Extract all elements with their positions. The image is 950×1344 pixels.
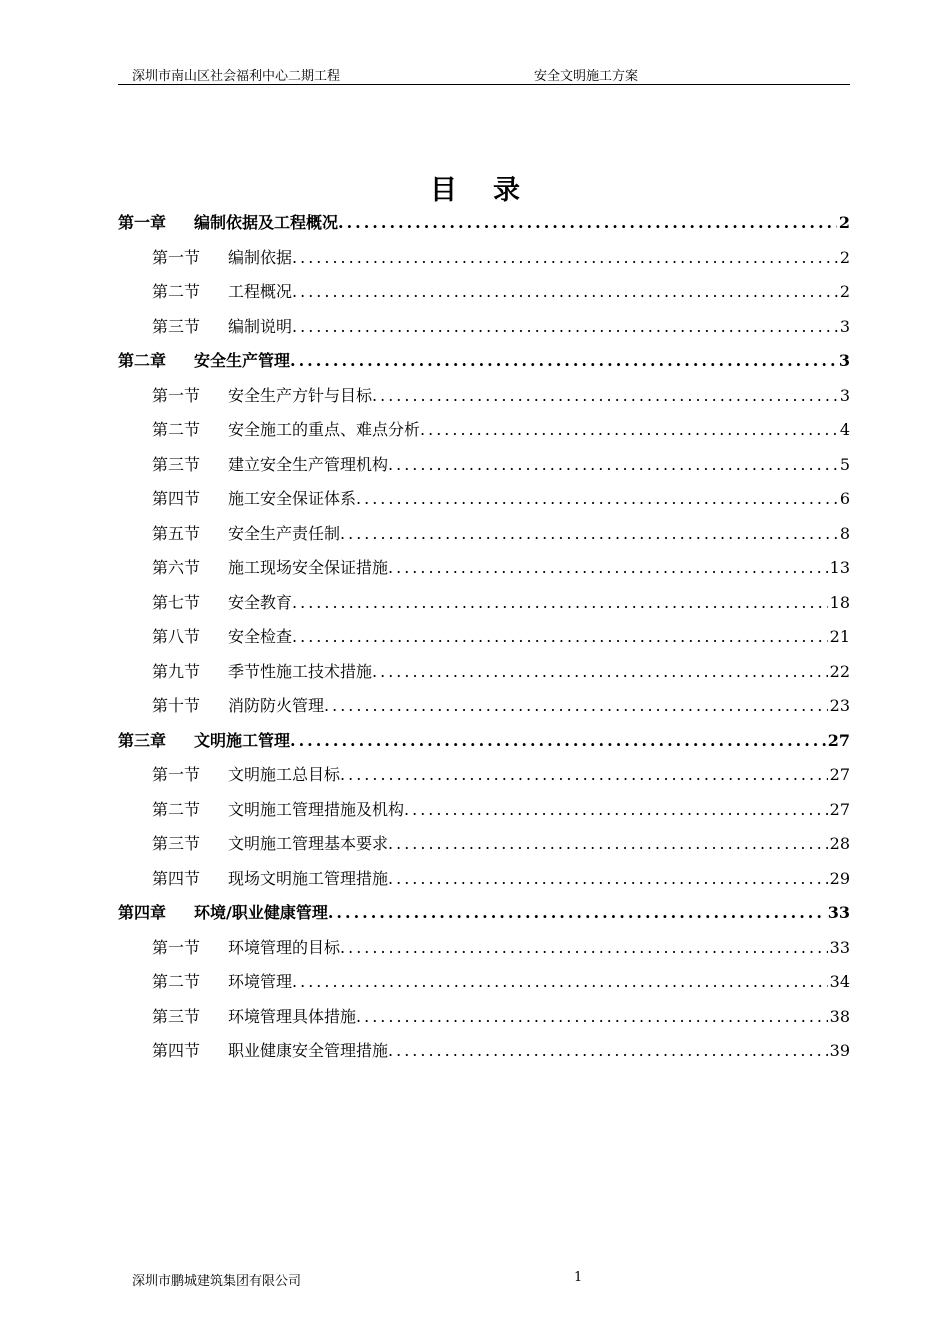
- toc-chapter-entry[interactable]: [118, 724, 850, 759]
- toc-dot-leader: [338, 206, 837, 241]
- toc-section-entry[interactable]: [118, 620, 850, 655]
- toc-entry-page: 4: [839, 420, 850, 439]
- toc-section-entry[interactable]: [118, 758, 850, 793]
- toc-entry-number: 第二节: [152, 282, 201, 301]
- toc-dot-leader: [372, 655, 828, 690]
- toc-section-entry[interactable]: [118, 689, 850, 724]
- toc-entry-page: 29: [829, 868, 850, 888]
- toc-entry-page: 23: [829, 696, 850, 715]
- toc-entry-title: 季节性施工技术措施: [228, 661, 373, 681]
- toc-entry-page: 8: [839, 523, 850, 543]
- toc-dot-leader: [292, 241, 838, 276]
- toc-section-entry[interactable]: [118, 793, 850, 828]
- toc-entry-number: 第一节: [152, 765, 201, 784]
- toc-section-entry[interactable]: [118, 379, 850, 414]
- toc-entry-title: 环境/职业健康管理: [194, 903, 328, 922]
- toc-entry-title: 安全教育: [228, 592, 293, 612]
- toc-entry-number: 第五节: [152, 523, 201, 543]
- toc-entry-title: 消防防火管理: [228, 696, 325, 715]
- toc-entry-number: 第二节: [152, 972, 201, 991]
- toc-dot-leader: [372, 379, 838, 414]
- toc-entry-number: 第四节: [152, 1041, 201, 1060]
- toc-entry-page: 27: [827, 730, 850, 750]
- toc-section-entry[interactable]: [118, 551, 850, 586]
- toc-entry-title: 工程概况: [228, 282, 293, 301]
- toc-entry-title: 安全生产方针与目标: [228, 385, 373, 405]
- toc-entry-page: 34: [829, 972, 850, 991]
- toc-entry-page: 3: [839, 316, 850, 336]
- toc-entry-page: 3: [838, 351, 850, 370]
- toc-entry-number: 第三节: [152, 454, 201, 474]
- toc-entry-number: 第十节: [152, 696, 201, 715]
- toc-entry-title: 文明施工总目标: [228, 765, 341, 784]
- toc-entry-title: 编制依据及工程概况: [194, 213, 339, 232]
- toc-dot-leader: [340, 758, 828, 793]
- toc-chapter-entry[interactable]: [118, 896, 850, 931]
- toc-entry-page: 3: [839, 385, 850, 405]
- toc-dot-leader: [388, 551, 828, 586]
- toc-entry-number: 第一节: [152, 385, 201, 405]
- toc-section-entry[interactable]: [118, 482, 850, 517]
- toc-dot-leader: [328, 896, 826, 931]
- toc-entry-title: 施工安全保证体系: [228, 489, 357, 508]
- toc-dot-leader: [324, 689, 828, 724]
- page-number: 1: [574, 1270, 583, 1285]
- toc-entry-title: 安全生产管理: [194, 351, 291, 370]
- toc-entry-title: 安全检查: [228, 627, 293, 646]
- toc-dot-leader: [292, 275, 838, 310]
- toc-entry-page: 39: [829, 1041, 850, 1060]
- toc-dot-leader: [388, 862, 828, 897]
- toc-entry-title: 安全生产责任制: [228, 523, 341, 543]
- toc-dot-leader: [292, 965, 828, 1000]
- toc-section-entry[interactable]: [118, 275, 850, 310]
- toc-chapter-entry[interactable]: [118, 344, 850, 379]
- toc-dot-leader: [292, 310, 838, 345]
- toc-entry-title: 环境管理: [228, 972, 293, 991]
- document-title: 安全文明施工方案: [534, 69, 639, 84]
- toc-entry-number: 第八节: [152, 627, 201, 646]
- toc-section-entry[interactable]: [118, 965, 850, 1000]
- toc-section-entry[interactable]: [118, 655, 850, 690]
- toc-entry-page: 2: [839, 247, 850, 267]
- toc-entry-number: 第二章: [118, 351, 167, 370]
- toc-section-entry[interactable]: [118, 448, 850, 483]
- toc-entry-title: 文明施工管理基本要求: [228, 834, 389, 853]
- toc-entry-title: 现场文明施工管理措施: [228, 868, 389, 888]
- toc-entry-number: 第七节: [152, 592, 201, 612]
- toc-entry-number: 第六节: [152, 558, 201, 577]
- toc-entry-number: 第二节: [152, 799, 201, 819]
- toc-entry-title: 编制依据: [228, 247, 293, 267]
- toc-entry-page: 33: [827, 903, 850, 922]
- toc-entry-page: 33: [829, 937, 850, 957]
- toc-chapter-entry[interactable]: [118, 206, 850, 241]
- toc-dot-leader: [388, 1034, 828, 1069]
- toc-dot-leader: [340, 931, 828, 966]
- toc-entry-title: 环境管理的目标: [228, 937, 341, 957]
- toc-dot-leader: [388, 827, 828, 862]
- toc-entry-number: 第三节: [152, 834, 201, 853]
- toc-dot-leader: [290, 724, 826, 759]
- toc-entry-title: 文明施工管理: [194, 730, 291, 750]
- toc-dot-leader: [420, 413, 838, 448]
- toc-entry-title: 施工现场安全保证措施: [228, 558, 389, 577]
- toc-entry-title: 编制说明: [228, 316, 293, 336]
- toc-dot-leader: [290, 344, 837, 379]
- toc-entry-page: 21: [829, 627, 850, 646]
- toc-entry-number: 第三节: [152, 1006, 201, 1026]
- toc-entry-number: 第四节: [152, 868, 201, 888]
- toc-section-entry[interactable]: [118, 413, 850, 448]
- toc-dot-leader: [356, 1000, 828, 1035]
- toc-entry-page: 2: [839, 282, 850, 301]
- toc-entry-number: 第二节: [152, 420, 201, 439]
- page-header: [118, 62, 850, 85]
- toc-entry-title: 文明施工管理措施及机构: [228, 799, 405, 819]
- toc-section-entry[interactable]: [118, 1000, 850, 1035]
- toc-entry-page: 13: [829, 558, 850, 577]
- toc-entry-page: 22: [829, 661, 850, 681]
- toc-section-entry[interactable]: [118, 862, 850, 897]
- table-of-contents: [118, 206, 850, 1069]
- toc-entry-page: 27: [829, 765, 850, 784]
- company-name: 深圳市鹏城建筑集团有限公司: [132, 1274, 302, 1289]
- toc-entry-page: 6: [839, 489, 850, 508]
- toc-entry-page: 38: [829, 1006, 850, 1026]
- toc-dot-leader: [292, 586, 828, 621]
- toc-dot-leader: [292, 620, 828, 655]
- toc-section-entry[interactable]: [118, 310, 850, 345]
- toc-dot-leader: [340, 517, 838, 552]
- project-name: 深圳市南山区社会福利中心二期工程: [132, 69, 341, 84]
- toc-entry-number: 第一节: [152, 937, 201, 957]
- toc-entry-title: 建立安全生产管理机构: [228, 454, 389, 474]
- toc-entry-number: 第三章: [118, 730, 167, 750]
- toc-entry-number: 第一章: [118, 213, 167, 232]
- toc-entry-title: 职业健康安全管理措施: [228, 1041, 389, 1060]
- toc-entry-title: 环境管理具体措施: [228, 1006, 357, 1026]
- toc-section-entry[interactable]: [118, 827, 850, 862]
- toc-title: 目录: [430, 175, 556, 206]
- toc-entry-page: 5: [839, 454, 850, 474]
- toc-entry-page: 28: [829, 834, 850, 853]
- toc-dot-leader: [388, 448, 838, 483]
- toc-section-entry[interactable]: [118, 517, 850, 552]
- toc-section-entry[interactable]: [118, 1034, 850, 1069]
- toc-entry-number: 第一节: [152, 247, 201, 267]
- toc-section-entry[interactable]: [118, 931, 850, 966]
- page-footer: [118, 1270, 850, 1288]
- toc-entry-page: 27: [829, 799, 850, 819]
- toc-dot-leader: [404, 793, 828, 828]
- toc-dot-leader: [356, 482, 838, 517]
- toc-entry-number: 第九节: [152, 661, 201, 681]
- toc-entry-title: 安全施工的重点、难点分析: [228, 420, 421, 439]
- toc-entry-number: 第四章: [118, 903, 167, 922]
- toc-section-entry[interactable]: [118, 586, 850, 621]
- toc-entry-number: 第三节: [152, 316, 201, 336]
- toc-entry-page: 2: [838, 213, 850, 232]
- toc-entry-number: 第四节: [152, 489, 201, 508]
- toc-entry-page: 18: [829, 592, 850, 612]
- toc-section-entry[interactable]: [118, 241, 850, 276]
